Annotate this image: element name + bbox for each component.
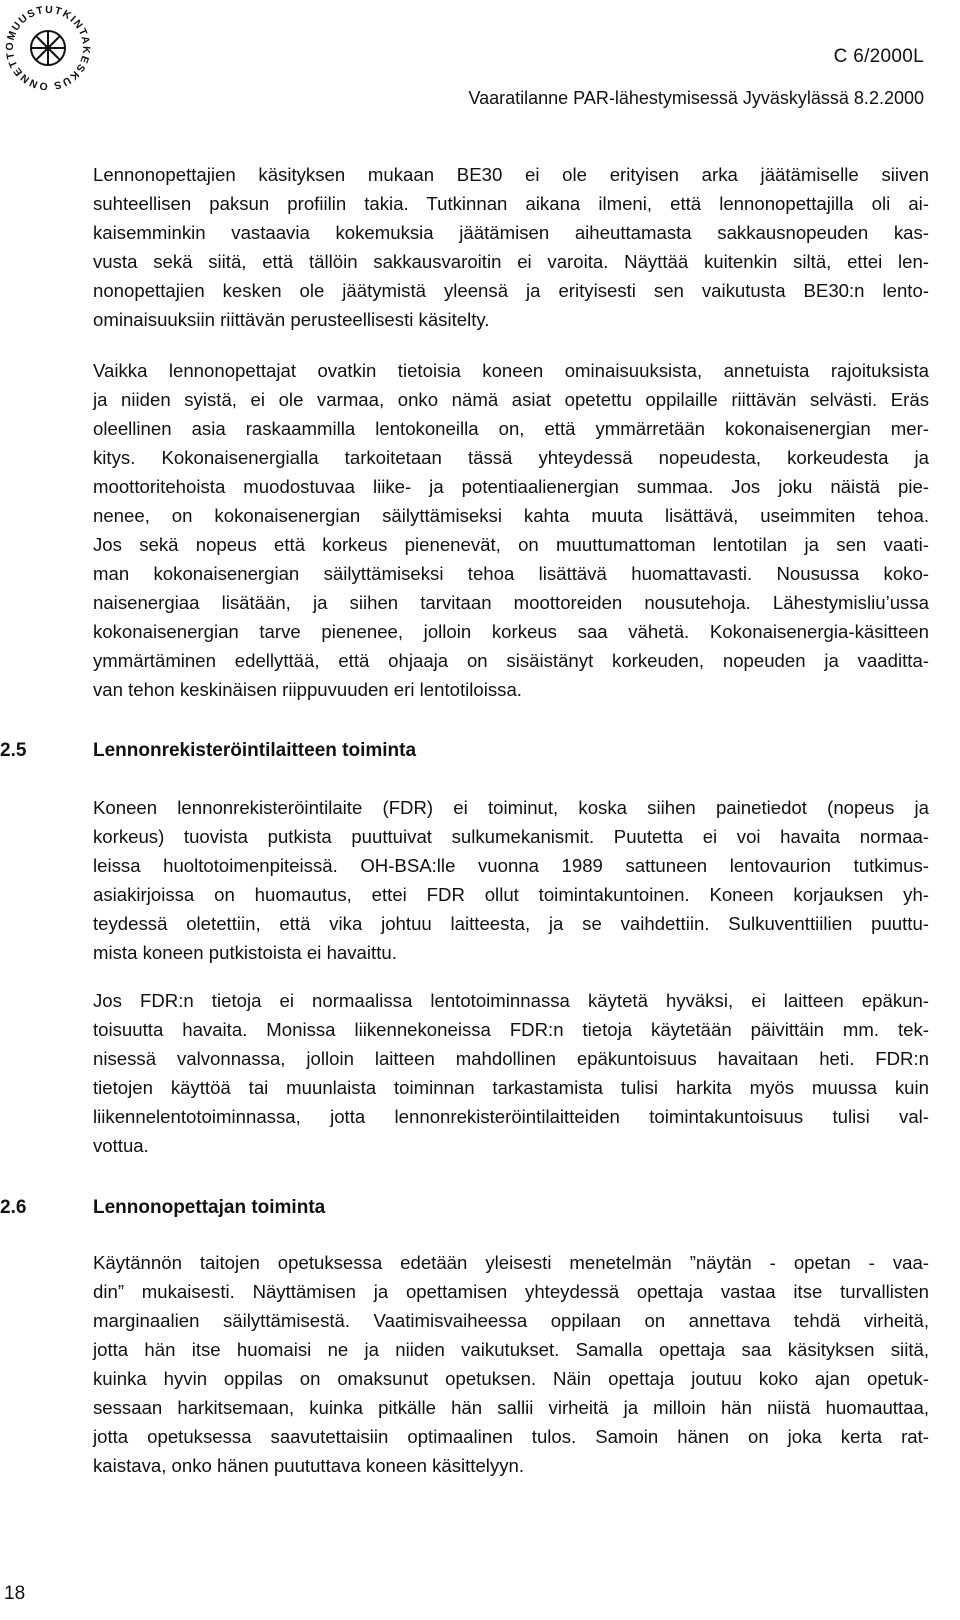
paragraph-line: kokonaisenergian tarve pienenee, jolloin korkeus saa vähetä. Kokonaisenergia-käsitteen — [93, 621, 929, 642]
paragraph-line: ja niiden syistä, ei ole varmaa, onko nämä asiat opetettu oppilaille riittävän selvästi. Eräs — [93, 389, 929, 410]
paragraph-3 — [93, 793, 929, 967]
report-code: C 6/2000L — [833, 46, 924, 67]
paragraph-4 — [93, 986, 929, 1160]
paragraph-line: kitys. Kokonaisenergialla tarkoitetaan tässä yhteydessä nopeudesta, korkeudesta ja — [93, 447, 929, 468]
paragraph-line: sessaan harkitsemaan, kuinka pitkälle hän sallii virheitä ja milloin hän niistä huomauttaa, — [93, 1397, 929, 1418]
paragraph-line: ominaisuuksiin riittävän perusteellisesti käsitelty. — [93, 309, 490, 330]
paragraph-line: vusta sekä siitä, että tällöin sakkausvaroitin ei varoita. Näyttää kuitenkin siltä, ettei len- — [93, 251, 929, 272]
paragraph-line: oleellinen asia raskaammilla lentokoneilla on, että ymmärretään kokonaisenergian mer- — [93, 418, 929, 439]
paragraph-line: suhteellisen paksun profiilin takia. Tutkinnan aikana ilmeni, että lennonopettajilla oli ai- — [93, 193, 929, 214]
paragraph-line: liikennelentotoiminnassa, jotta lennonrekisteröintilaitteiden toimintakuntoisuus tulisi val- — [93, 1106, 929, 1127]
paragraph-line: kaistava, onko hänen puututtava koneen käsittelyyn. — [93, 1455, 525, 1476]
paragraph-line: naisenergiaa lisätään, ja siihen tarvitaan moottoreiden nousutehoja. Lähestymisliu’ussa — [93, 592, 929, 613]
paragraph-line: van tehon keskinäisen riippuvuuden eri lentotiloissa. — [93, 679, 522, 700]
paragraph-line: toisuutta havaita. Monissa liikennekoneissa FDR:n tietoja käytetään päivittäin mm. tek- — [93, 1019, 929, 1040]
paragraph-line: moottoritehoista muodostuvaa liike- ja potentiaalienergian summaa. Jos joku näistä pie- — [93, 476, 929, 497]
paragraph-line: Koneen lennonrekisteröintilaite (FDR) ei toiminut, koska siihen painetiedot (nopeus ja — [93, 797, 929, 818]
paragraph-line: teydessä oletettiin, että vika johtuu laitteesta, ja se vaihdettiin. Sulkuventtiilien puuttu- — [93, 913, 929, 934]
paragraph-line: jotta hän itse huomaisi ne ja niiden vaikutukset. Samalla opettaja saa käsityksen siitä, — [93, 1339, 929, 1360]
paragraph-2 — [93, 356, 929, 704]
paragraph-line: tietojen käyttöä tai muunlaista toiminnan tarkastamista tulisi harkita myös muussa kuin — [93, 1077, 929, 1098]
paragraph-line: Vaikka lennonopettajat ovatkin tietoisia koneen ominaisuuksista, annetuista rajoituksista — [93, 360, 929, 381]
paragraph-line: kaisemminkin vastaavia kokemuksia jäätämisen aiheuttamasta sakkausnopeuden kas- — [93, 222, 929, 243]
report-subtitle: Vaaratilanne PAR-lähestymisessä Jyväskylässä 8.2.2000 — [468, 88, 924, 108]
logo-text: ONNETTOMUUSTUTKINTAKESKUS — [3, 3, 93, 93]
paragraph-line: leissa huoltotoimenpiteissä. OH-BSA:lle vuonna 1989 sattuneen lentovaurion tutkimus- — [93, 855, 929, 876]
paragraph-line: Lennonopettajien käsityksen mukaan BE30 ei ole erityisen arka jäätämiselle siiven — [93, 164, 929, 185]
paragraph-line: nisessä valvonnassa, jolloin laitteen mahdollinen epäkuntoisuus havaitaan heti. FDR:n — [93, 1048, 929, 1069]
paragraph-line: mista koneen putkistoista ei havaittu. — [93, 942, 397, 963]
section-heading-2-6: Lennonopettajan toiminta — [93, 1197, 326, 1218]
page-number: 18 — [4, 1583, 26, 1604]
section-heading-2-5: Lennonrekisteröintilaitteen toiminta — [93, 740, 417, 761]
paragraph-5 — [93, 1248, 929, 1480]
logo-emblem — [31, 31, 65, 65]
section-number-2-6: 2.6 — [0, 1197, 27, 1218]
paragraph-line: Käytännön taitojen opetuksessa edetään yleisesti menetelmän ”näytän - opetan - vaa- — [93, 1252, 929, 1273]
section-number-2-5: 2.5 — [0, 740, 27, 761]
paragraph-line: marginaalien säilyttämisestä. Vaatimisvaiheessa oppilaan on annettava tehdä virheitä, — [93, 1310, 929, 1331]
paragraph-line: vottua. — [93, 1135, 149, 1156]
paragraph-line: kuinka hyvin oppilas on omaksunut opetuksen. Näin opettaja joutuu koko ajan opetuk- — [93, 1368, 929, 1389]
paragraph-line: ymmärtäminen edellyttää, että ohjaaja on sisäistänyt korkeuden, nopeuden ja vaaditta- — [93, 650, 929, 671]
paragraph-line: man kokonaisenergian säilyttämiseksi tehoa lisättävä huomattavasti. Nousussa koko- — [93, 563, 929, 584]
paragraph-line: nenee, on kokonaisenergian säilyttämiseksi kahta muuta lisättävä, useimmiten tehoa. — [93, 505, 929, 526]
paragraph-line: korkeus) tuovista putkista puuttuivat sulkumekanismit. Puutetta ei voi havaita normaa- — [93, 826, 929, 847]
paragraph-line: Jos sekä nopeus että korkeus pienenevät, on muuttumattoman lentotilan ja sen vaati- — [93, 534, 929, 555]
paragraph-line: nonopettajien kesken ole jäätymistä yleensä ja erityisesti sen vaikutusta BE30:n lento- — [93, 280, 929, 301]
paragraph-1 — [93, 160, 929, 334]
paragraph-line: jotta opetuksessa saavutettaisiin optimaalinen tulos. Samoin hänen on joka kerta rat- — [93, 1426, 929, 1447]
paragraph-line: din” mukaisesti. Näyttämisen ja opettamisen yhteydessä opettaja vastaa itse turvallisten — [93, 1281, 929, 1302]
agency-logo — [0, 0, 96, 96]
paragraph-line: Jos FDR:n tietoja ei normaalissa lentotoiminnassa käytetä hyväksi, ei laitteen epäkun- — [93, 990, 929, 1011]
paragraph-line: asiakirjoissa on huomautus, ettei FDR ollut toimintakuntoinen. Koneen korjauksen yh- — [93, 884, 929, 905]
